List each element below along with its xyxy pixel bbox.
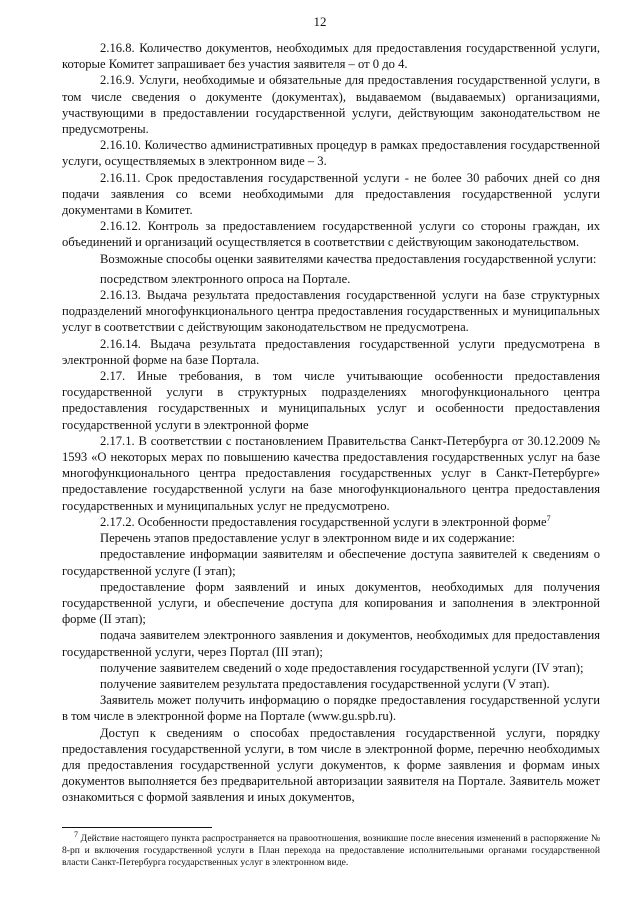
paragraph-2-16-10: 2.16.10. Количество административных процедур в рамках предоставления государственной услуги, осуществляемых в электронном виде – 3. xyxy=(62,138,600,169)
paragraph-2-17-2 xyxy=(62,514,600,530)
stage-3-item: подача заявителем электронного заявления и документов, необходимых для предоставления государственной услуги, через Портал (III этап); xyxy=(62,628,600,659)
document-body xyxy=(62,40,600,806)
footnote-text: Действие настоящего пункта распространяется на правоотношения, возникшие после внесения изменений в распоряжение № 8-рп и включения государственной услуги в План перехода на предоставление исполнительными органами государственной власти Санкт-Петербурга государственных услуг в электронном виде. xyxy=(62,833,600,868)
paragraph-access-info: Доступ к сведениям о способах предоставления государственной услуги, порядку предоставления государственной услуги, в том числе в электронной форме, перечню необходимых для предоставления государственной услуги документов, к форме заявления и формам иных документов выполняется без предварительной авторизации заявителя на Портале. Заявитель может ознакомиться с формой заявления и иных документов, xyxy=(62,725,600,805)
stage-1-item: предоставление информации заявителям и обеспечение доступа заявителей к сведениям о государственной услуге (I этап); xyxy=(62,547,600,578)
footnote-marker: 7 xyxy=(74,829,78,839)
paragraph-2-16-14: 2.16.14. Выдача результата предоставления государственной услуги предусмотрена в электронной форме на базе Портала. xyxy=(62,336,600,367)
page-number: 12 xyxy=(313,14,327,29)
paragraph-quality-assessment: Возможные способы оценки заявителями качества предоставления государственной услуги: xyxy=(100,251,597,266)
paragraph-2-16-12: 2.16.12. Контроль за предоставлением государственной услуги со стороны граждан, их объединений и организаций осуществляется в соответствии с действующим законодательством. xyxy=(62,219,600,250)
stage-2-item: предоставление форм заявлений и иных документов, необходимых для получения государственной услуги, и обеспечение доступа для копирования и заполнения в электронной форме (II этап); xyxy=(62,579,600,627)
paragraph-2-16-13: 2.16.13. Выдача результата предоставления государственной услуги на базе структурных подразделений многофункционального центра предоставления государственных и муниципальных услуг в соответствии с действующим законодательством не предусмотрена. xyxy=(62,288,600,335)
paragraph-stages-list: Перечень этапов предоставление услуг в электронном виде и их содержание: xyxy=(100,531,515,546)
paragraph-2-16-9: 2.16.9. Услуги, необходимые и обязательные для предоставления государственной услуги, в том числе сведения о документе (документах), выдаваемом (выдаваемых) организациями, участвующими в предоставлении государственной услуги, действующим законодательством не предусмотрены. xyxy=(62,73,600,137)
paragraph-2-17: 2.17. Иные требования, в том числе учитывающие особенности предоставления государственной услуги в структурных подразделениях многофункционального центра предоставления государственных и муниципальных услуг и особенности предоставления государственной услуги в электронной форме xyxy=(62,369,600,432)
paragraph-2-17-2-text: 2.17.2. Особенности предоставления государственной услуги в электронной форме xyxy=(100,514,547,529)
paragraph-electronic-survey: посредством электронного опроса на Портале. xyxy=(100,271,351,286)
paragraph-2-16-8: 2.16.8. Количество документов, необходимых для предоставления государственной услуги, которые Комитет запрашивает без участия заявителя – от 0 до 4. xyxy=(62,41,600,72)
footnote-reference: 7 xyxy=(546,513,551,523)
paragraph-portal-info: Заявитель может получить информацию о порядке предоставления государственной услуги в том числе в электронной форме на Портале (www.gu.spb.ru). xyxy=(62,693,600,724)
footnote-divider xyxy=(62,827,212,828)
footnote xyxy=(62,829,600,869)
stage-4-item: получение заявителем сведений о ходе предоставления государственной услуги (IV этап); xyxy=(100,660,584,675)
stage-5-item: получение заявителем результата предоставления государственной услуги (V этап). xyxy=(100,676,550,691)
paragraph-2-17-1: 2.17.1. В соответствии с постановлением Правительства Санкт-Петербурга от 30.12.2009 № 1593 «О некоторых мерах по повышению качества предоставления государственных услуг на базе многофункционального центра предоставления государственных услуг в Санкт-Петербурге» предоставление государственной услуги на базе многофункционального центра предоставления государственных и муниципальных услуг не предусмотрено. xyxy=(62,433,600,513)
paragraph-2-16-11: 2.16.11. Срок предоставления государственной услуги - не более 30 рабочих дней со дня подачи заявления со всеми необходимыми для предоставления государственной услуги документами в Комитет. xyxy=(62,170,600,218)
